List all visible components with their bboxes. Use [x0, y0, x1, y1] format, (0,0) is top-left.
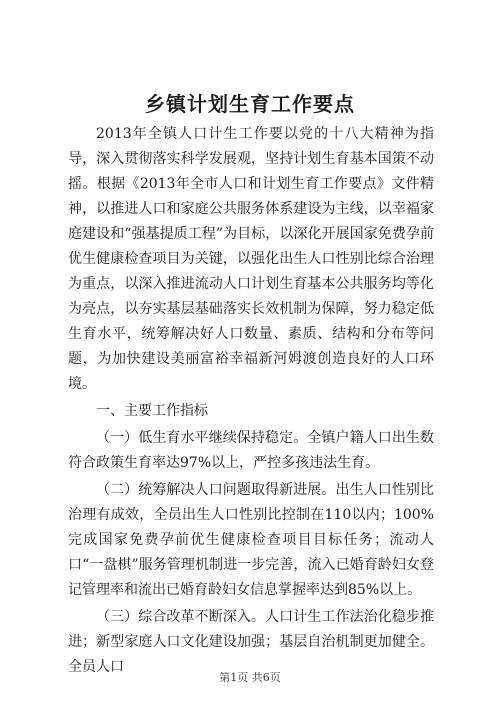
item-paragraph-2: （二）统筹解决人口问题取得新进展。出生人口性别比治理有成效，全员出生人口性别比控制在110以内；100%完成国家免费孕前优生健康检查项目目标任务；流动人口“一盘棋”服务管理机制进一步完善，流入已婚育龄妇女登记管理率和流出已婚育龄妇女信息掌握率达到85%以上。: [68, 482, 434, 598]
section-heading: 一、主要工作指标: [96, 403, 208, 419]
document-body: [68, 122, 434, 682]
page-number-footer: 第1页 共6页: [219, 671, 281, 684]
document-title: 乡镇计划生育工作要点: [145, 92, 355, 116]
item-paragraph-3: （三）综合改革不断深入。人口计生工作法治化稳步推进；新型家庭人口文化建设加强；基层自治机制更加健全。全员人口: [68, 609, 434, 675]
intro-paragraph: 2013年全镇人口计生工作要以党的十八大精神为指导，深入贯彻落实科学发展观，坚持计划生育基本国策不动摇。根据《2013年全市人口和计划生育工作要点》文件精神，以推进人口和家庭公共服务体系建设为主线，以幸福家庭建设和“强基提质工程”为目标，以深化开展国家免费孕前优生健康检查项目为关键，以强化出生人口性别比综合治理为重点，以深入推进流动人口计划生育基本公共服务均等化为亮点，以夯实基层基础落实长效机制为保障，努力稳定低生育水平，统筹解决好人口数量、素质、结构和分布等问题，为加快建设美丽富裕幸福新河姆渡创造良好的人口环境。: [68, 126, 434, 392]
item-paragraph-1: （一）低生育水平继续保持稳定。全镇户籍人口出生数符合政策生育率达97%以上，严控多孩违法生育。: [68, 430, 434, 471]
